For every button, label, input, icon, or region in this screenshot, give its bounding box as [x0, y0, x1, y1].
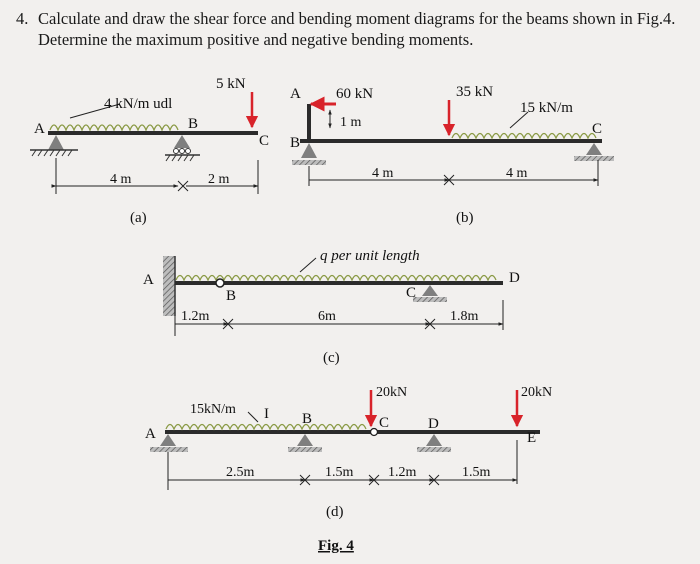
point-load-b-60-label: 60 kN: [336, 86, 374, 102]
node-a-C: C: [259, 133, 270, 149]
node-b-C: C: [592, 121, 603, 137]
label-c: (c): [323, 350, 340, 366]
beam-c: [143, 248, 520, 366]
dim-d-1: 2.5m: [226, 465, 255, 480]
udl-b: [452, 134, 596, 139]
node-b-B: B: [290, 135, 301, 151]
udl-d: [166, 425, 366, 430]
pin-support-d-A: [160, 434, 176, 446]
dim-a-1: 4 m: [110, 172, 132, 187]
udl-c-label: q per unit length: [320, 248, 420, 264]
dim-d-4: 1.5m: [462, 465, 491, 480]
beam-b-bar: [300, 139, 602, 143]
udl-a-label: 4 kN/m udl: [104, 96, 173, 112]
label-b: (b): [456, 210, 474, 226]
wall-c-A: [163, 256, 175, 316]
node-d-E: E: [527, 430, 537, 446]
dim-c-1: 1.2m: [181, 309, 210, 324]
node-c-B: B: [226, 288, 237, 304]
pin-support-b: [301, 143, 317, 158]
beam-b: [290, 84, 614, 226]
pin-support-a: [48, 135, 64, 150]
hinge-c-B: [216, 279, 224, 287]
point-load-d-e-label: 20kN: [521, 385, 553, 400]
node-a-A: A: [34, 121, 45, 137]
support-c-C: [422, 285, 438, 296]
beam-b-arm: [307, 104, 311, 141]
beam-a: [30, 76, 269, 226]
support-b-C: [586, 143, 602, 155]
label-a: (a): [130, 210, 147, 226]
dim-b-2: 4 m: [506, 166, 528, 181]
node-d-B: B: [302, 411, 313, 427]
problem-text: Calculate and draw the shear force and bending moment diagrams for the beams shown in Fig.4. Determine the maximum positive and negative bending moments.: [38, 9, 676, 49]
label-d: (d): [326, 504, 344, 520]
support-d-D: [426, 434, 442, 446]
node-d-A: A: [145, 426, 156, 442]
section-marker: I: [264, 406, 269, 422]
node-c-D: D: [509, 270, 520, 286]
node-c-A: A: [143, 272, 154, 288]
node-b-A: A: [290, 86, 301, 102]
arm-b-label: 1 m: [340, 115, 362, 130]
problem-number: 4.: [16, 9, 29, 28]
udl-b-label: 15 kN/m: [520, 100, 573, 116]
hinge-d-C: [371, 429, 378, 436]
figure-caption: Fig. 4: [318, 538, 354, 554]
point-load-b-35-label: 35 kN: [456, 84, 494, 100]
node-c-C: C: [406, 285, 417, 301]
roller-support-b: [174, 135, 190, 148]
udl-a: [50, 125, 178, 130]
dim-d-3: 1.2m: [388, 465, 417, 480]
beam-d-bar: [165, 430, 540, 434]
node-a-B: B: [188, 116, 199, 132]
dim-c-3: 1.8m: [450, 309, 479, 324]
udl-c: [176, 276, 496, 281]
dim-b-1: 4 m: [372, 166, 394, 181]
beam-d: [145, 385, 552, 520]
support-d-B: [297, 434, 313, 446]
point-load-d-c-label: 20kN: [376, 385, 408, 400]
point-load-a-label: 5 kN: [216, 76, 246, 92]
node-d-C: C: [379, 415, 390, 431]
dim-c-2: 6m: [318, 309, 336, 324]
dim-a-2: 2 m: [208, 172, 230, 187]
node-d-D: D: [428, 416, 439, 432]
dim-d-2: 1.5m: [325, 465, 354, 480]
beam-a-bar: [48, 131, 258, 135]
udl-d-label: 15kN/m: [190, 402, 236, 417]
